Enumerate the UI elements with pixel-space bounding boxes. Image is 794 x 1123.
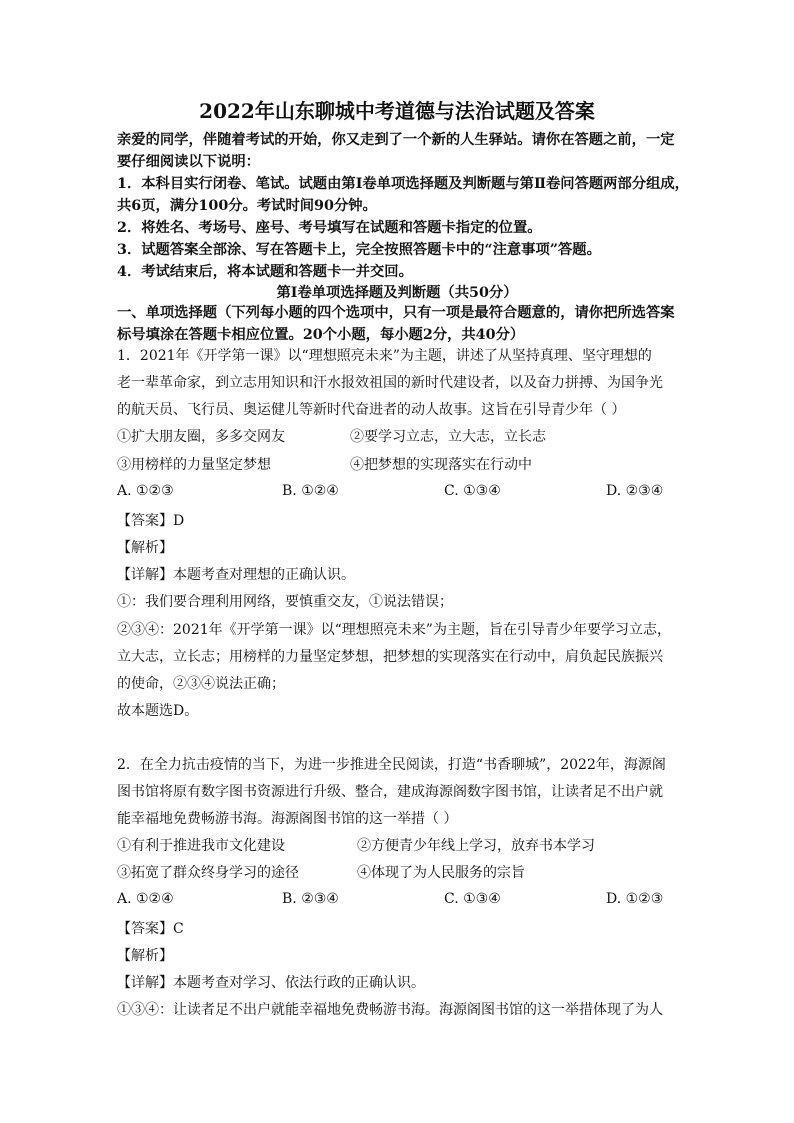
analysis-label: 【解析】 [117,948,173,964]
answer-option-d: D. ②③④ [606,483,664,499]
statement-item: ④把梦想的实现落实在行动中 [350,457,532,473]
answer-option-d: D. ①②③ [606,891,664,907]
intro-line: 4．考试结束后，将本试题和答题卡一并交回。 [117,264,413,280]
detail-line: ①③④：让读者足不出户就能幸福地免费畅游书海。海源阁图书馆的这一举措体现了为人 [117,1002,663,1018]
section-title: 第Ⅰ卷单项选择题及判断题（共50分） [276,285,518,301]
statement-item: ①扩大朋友圈，多多交网友 [117,429,285,445]
statement-item: ②方便青少年线上学习，放弃书本学习 [357,838,595,854]
intro-line: 3．试题答案全部涂、写在答题卡上，完全按照答题卡中的“注意事项”答题。 [117,242,601,258]
detail-line: 立大志，立长志；用榜样的力量坚定梦想，把梦想的实现落实在行动中，肩负起民族振兴 [117,649,663,665]
answer-line: 【答案】D [117,513,185,529]
part-instruction: 一、单项选择题（下列每小题的四个选项中，只有一项是最符合题意的，请你把所选答案 [117,305,675,321]
statement-item: ①有利于推进我市文化建设 [117,838,285,854]
answer-line: 【答案】C [117,921,184,937]
statement-item: ③用榜样的力量坚定梦想 [117,457,271,473]
answer-option-c: C. ①③④ [444,891,501,907]
question-stem: 图书馆将原有数字图书资源进行升级、整合，建成海源阁数字图书馆，让读者足不出户就 [117,784,663,800]
answer-option-b: B. ②③④ [282,891,339,907]
intro-line: 亲爱的同学，伴随着考试的开始，你又走到了一个新的人生驿站。请你在答题之前，一定 [117,132,675,148]
question-stem: 2．在全力抗击疫情的当下，为进一步推进全民阅读，打造“书香聊城”，2022年，海源阁 [117,757,666,773]
answer-option-b: B. ①②④ [282,483,339,499]
intro-line: 2．将姓名、考场号、座号、考号填写在试题和答题卡指定的位置。 [117,220,542,236]
page-title: 2022年山东聊城中考道德与法治试题及答案 [199,99,595,123]
question-stem: 的航天员、飞行员、奥运健儿等新时代奋进者的动人故事。这旨在引导青少年（ ） [117,402,626,418]
detail-line: 故本题选D。 [117,703,199,719]
question-stem: 能幸福地免费畅游书海。海源阁图书馆的这一举措（ ） [117,811,458,827]
part-instruction: 标号填涂在答题卡相应位置。20个小题，每小题2分，共40分） [117,327,525,343]
detail-line: 的使命，②③④说法正确； [117,676,285,692]
detail-line: 【详解】本题考查对学习、依法行政的正确认识。 [117,975,425,991]
answer-option-a: A. ①②③ [117,483,174,499]
detail-line: ②③④：2021年《开学第一课》以“理想照亮未来”为主题，旨在引导青少年要学习立志， [117,622,671,638]
statement-item: ④体现了为人民服务的宗旨 [357,865,525,881]
detail-line: ①：我们要合理利用网络，要慎重交友，①说法错误； [117,594,453,610]
intro-line: 要仔细阅读以下说明： [117,154,260,170]
intro-line: 共6页，满分100分。考试时间90分钟。 [117,198,377,214]
question-stem: 1．2021年《开学第一课》以“理想照亮未来”为主题，讲述了从坚持真理、坚守理想的 [117,348,652,364]
intro-line: 1．本科目实行闭卷、笔试。试题由第Ⅰ卷单项选择题及判断题与第Ⅱ卷问答题两部分组成， [117,176,689,192]
answer-option-c: C. ①③④ [444,483,501,499]
detail-line: 【详解】本题考查对理想的正确认识。 [117,567,355,583]
question-stem: 老一辈革命家，到立志用知识和汗水报效祖国的新时代建设者，以及奋力拼搏、为国争光 [117,375,663,391]
answer-option-a: A. ①②④ [117,891,174,907]
statement-item: ③拓宽了群众终身学习的途径 [117,865,299,881]
analysis-label: 【解析】 [117,540,173,556]
statement-item: ②要学习立志，立大志，立长志 [350,429,546,445]
